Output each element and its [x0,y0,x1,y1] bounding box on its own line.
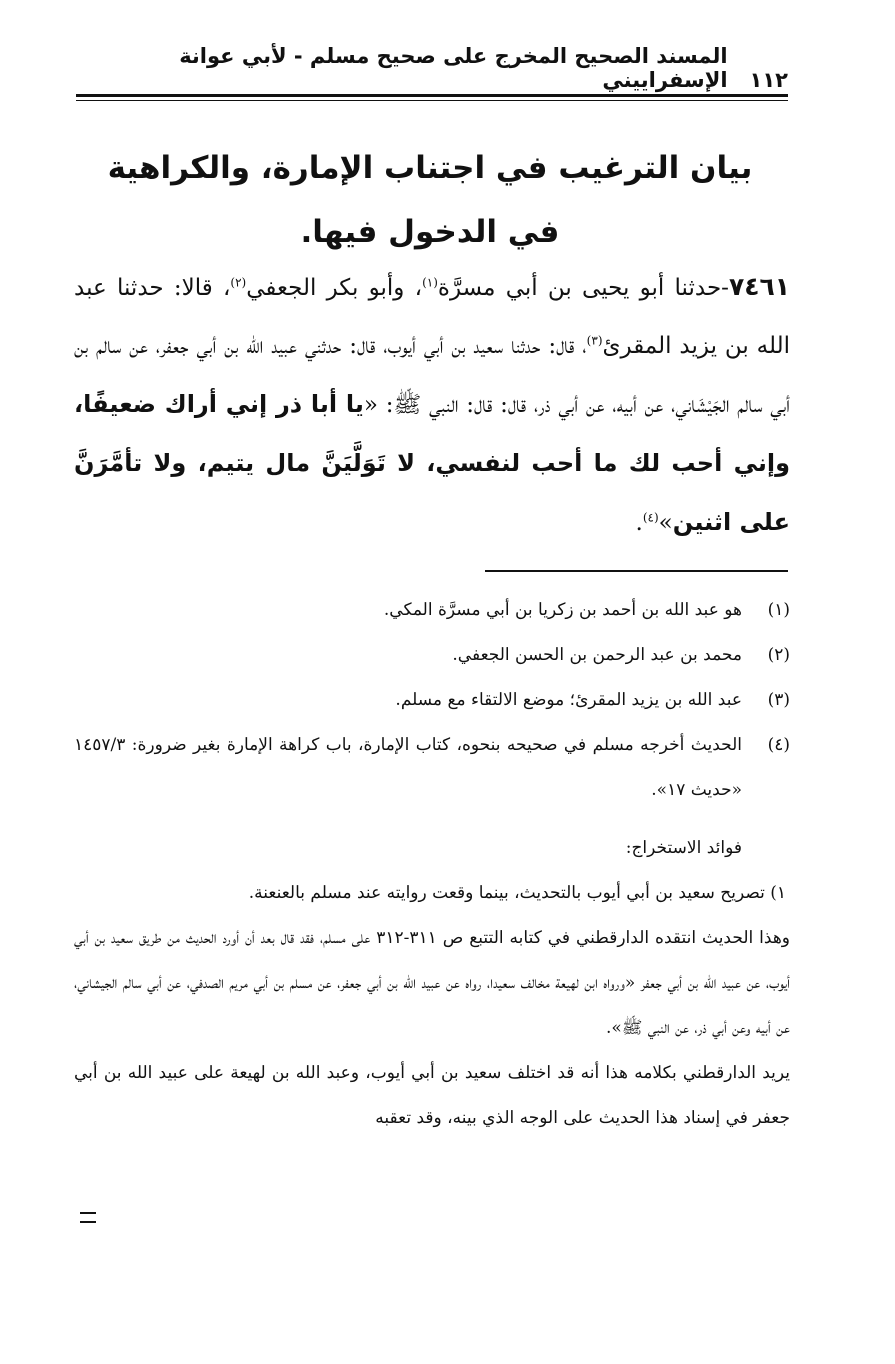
footnote-ref: (١) [422,275,438,290]
chapter-title [80,136,780,264]
notes-paragraph: وهذا الحديث انتقده الدارقطني في كتابه التتبع ص ٣١١-٣١٢ على مسلم، فقد قال بعد أن أورد الحديث من طريق سعيد بن أبي أيوب، عن عبيد الله بن أبي جعفر «ورواه ابن لهيعة مخالف سعيدا، رواه عن عبيد الله بن أبي جعفر، عن مسلم بن أبي مريم الصدفي، عن أبي سالم الجيشاني، عن أبيه وعن أبي ذر، عن النبي ﷺ». [74,928,790,1038]
footnote-ref: (٣) [586,333,603,348]
hadith-number: ٧٤٦١ [728,272,791,301]
footnote-number: (١) [767,600,790,620]
page-number: ١١٢ [749,68,788,92]
running-title: المسند الصحيح المخرج على صحيح مسلم - لأبي عوانة الإسفراييني [179,44,728,92]
header-rule-thin [76,100,788,101]
hadith-segment: . [635,510,643,536]
prophetic-quote: يا أبا ذر إني أراك ضعيفًا، وإني أحب لك ما أحب لنفسي، لا تَوَلَّيَنَّ مال يتيم، ولا تأمَّرَنَّ على اثنين [74,390,790,536]
hadith-segment: ، وأبو بكر الجعفي [246,275,423,301]
footnote [74,633,790,678]
footnote-separator [485,570,788,572]
footnote-ref: (٢) [230,275,247,290]
notes-point: ١) تصريح سعيد بن أبي أيوب بالتحديث، بينما وقعت روايته عند مسلم بالعنعنة. [248,883,786,903]
page-header [76,44,788,92]
footnote [74,723,790,813]
footnote-text: محمد بن عبد الرحمن بن الحسن الجعفي. [452,645,742,665]
footnote-number: (٤) [767,735,790,755]
chapter-title-line2: في الدخول فيها. [300,214,560,250]
footnote-ref: (٤) [642,510,659,525]
footnotes [74,588,790,813]
hadith-segment: ، قالا: حدثنا عبد الله بن يزيد المقرئ [74,275,790,359]
header-rule [76,94,788,97]
hadith-text [74,258,790,552]
chapter-title-line1: بيان الترغيب في اجتناب الإمارة، والكراهية [107,150,753,186]
footnote-text: عبد الله بن يزيد المقرئ؛ موضع الالتقاء مع مسلم. [395,690,742,710]
notes-paragraph: يريد الدارقطني بكلامه هذا أنه قد اختلف سعيد بن أبي أيوب، وعبد الله بن لهيعة على عبيد الله بن أبي جعفر في إسناد هذا الحديث على الوجه الذي بينه، وقد تعقبه [74,1063,790,1128]
continuation-mark [80,1212,96,1223]
footnote [74,588,790,633]
footnote-text: الحديث أخرجه مسلم في صحيحه بنحوه، كتاب الإمارة، باب كراهة الإمارة بغير ضرورة: ١٤٥٧/٣ «حديث ١٧». [74,735,742,800]
hadith-segment: » [658,510,673,536]
footnote [74,678,790,723]
footnote-number: (٣) [767,690,790,710]
extraction-notes [74,826,790,1141]
hadith-segment: ، قال: حدثنا سعيد بن أبي أيوب، قال: حدثني عبيد الله بن أبي جعفر، عن سالم بن أبي سالم الجَيْشَاني، عن أبيه، عن أبي ذر، قال: قال: النبي ﷺ: « [74,333,790,418]
footnote-text: هو عبد الله بن أحمد بن زكريا بن أبي مسرَّة المكي. [383,600,742,620]
notes-heading: فوائد الاستخراج: [625,838,742,858]
footnote-number: (٢) [767,645,790,665]
hadith-segment: -حدثنا أبو يحيى بن أبي مسرَّة [437,275,729,301]
